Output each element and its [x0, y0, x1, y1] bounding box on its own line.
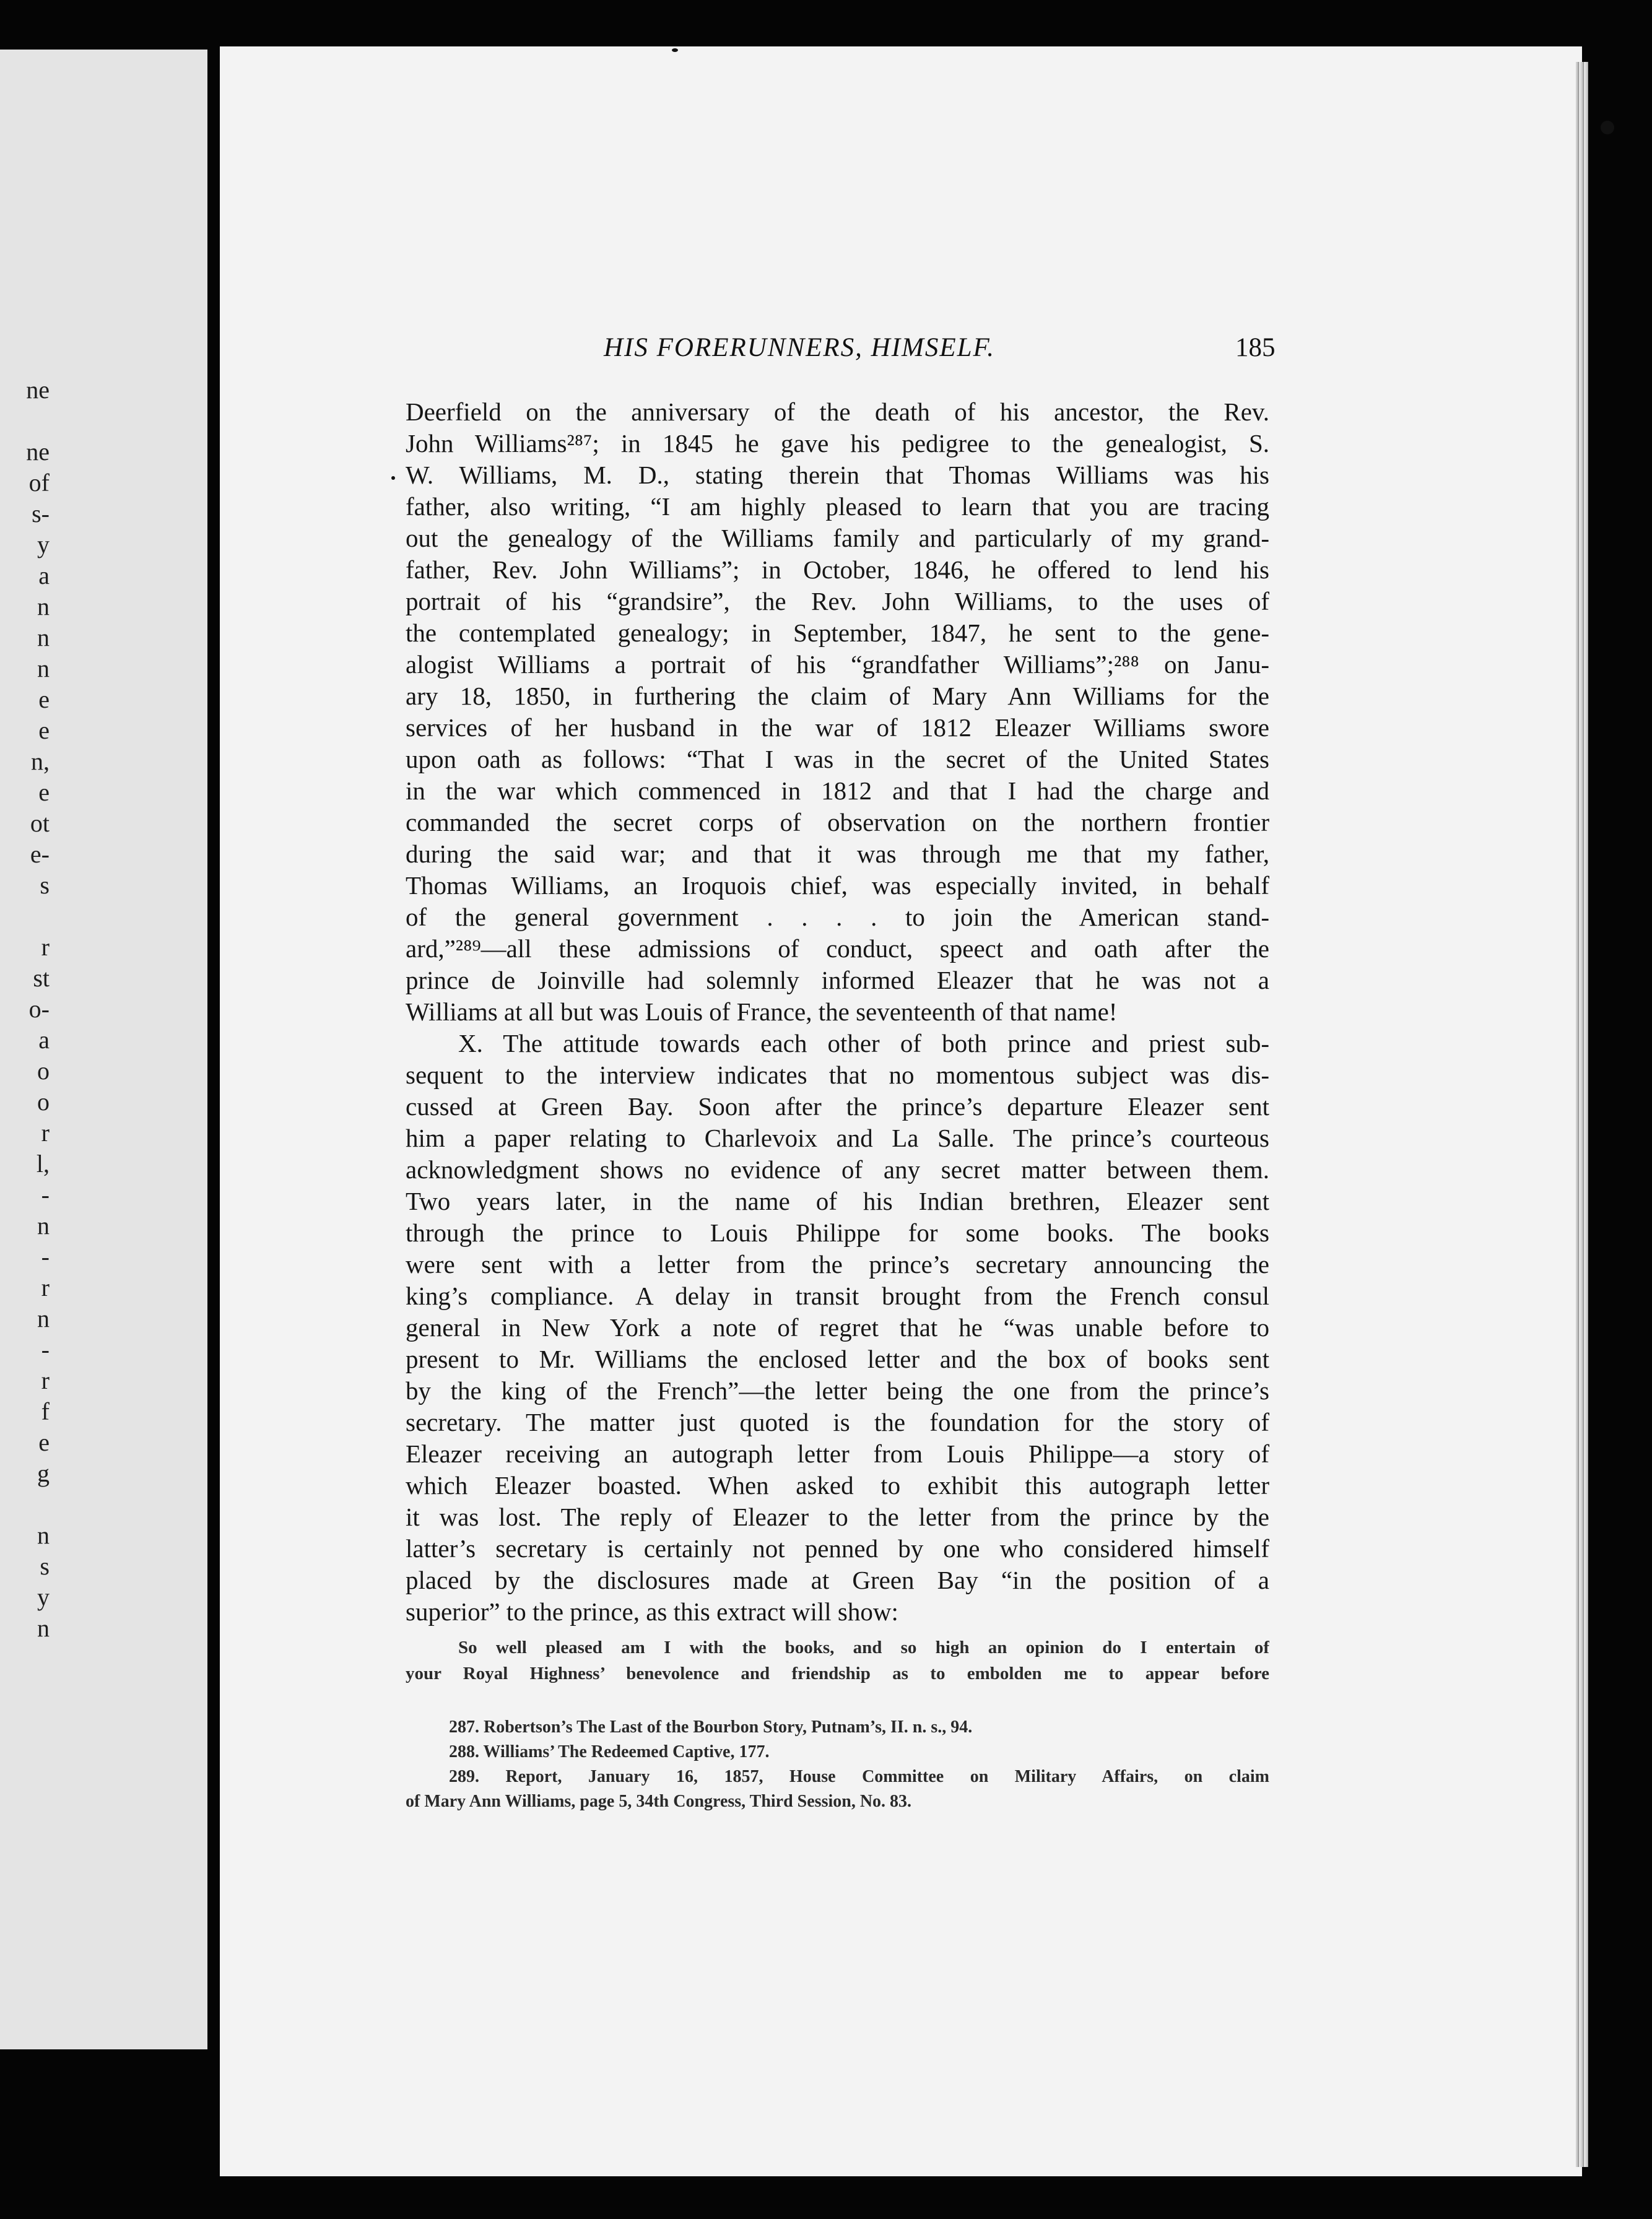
left-page-fragment: r	[41, 933, 50, 961]
text-line: acknowledgment shows no evidence of any secret matter between them.	[406, 1155, 1269, 1184]
left-page-fragment: -	[41, 1335, 50, 1363]
block-quote	[406, 1635, 1269, 1687]
text-line: cussed at Green Bay. Soon after the prince’s departure Eleazer sent	[406, 1092, 1269, 1121]
left-page-fragment: g	[37, 1459, 50, 1487]
running-head: HIS FORERUNNERS, HIMSELF.	[604, 333, 996, 362]
left-page-fragment: of	[28, 469, 50, 497]
text-line: prince de Joinville had solemnly informed Eleazer that he was not a	[406, 966, 1269, 994]
text-line: king’s compliance. A delay in transit brought from the French consul	[406, 1282, 1269, 1310]
text-line: services of her husband in the war of 1812 Eleazer Williams swore	[406, 713, 1269, 742]
text-line: X. The attitude towards each other of both prince and priest sub-	[458, 1029, 1269, 1057]
left-page-fragment: l,	[36, 1150, 50, 1178]
left-page-fragment: f	[41, 1397, 50, 1425]
text-line: Two years later, in the name of his Indian brethren, Eleazer sent	[406, 1187, 1269, 1215]
page-stack-edge	[1576, 62, 1588, 2167]
left-page-fragment: n	[37, 654, 50, 682]
page-speck	[672, 48, 678, 52]
text-line: portrait of his “grandsire”, the Rev. John Williams, to the uses of	[406, 587, 1269, 615]
left-page-fragment: r	[41, 1119, 50, 1147]
quote-line: your Royal Highness’ benevolence and friendship as to embolden me to appear before	[406, 1664, 1269, 1683]
previous-page-edge	[0, 50, 207, 2049]
text-line: secretary. The matter just quoted is the foundation for the story of	[406, 1408, 1269, 1436]
left-page-fragment: ne	[26, 438, 50, 466]
page-speck	[1601, 121, 1614, 134]
text-line: through the prince to Louis Philippe for some books. The books	[406, 1218, 1269, 1247]
left-page-fragment: st	[33, 964, 50, 992]
text-line: general in New York a note of regret that he “was unable before to	[406, 1313, 1269, 1342]
left-page-fragment: s-	[32, 500, 50, 528]
text-line: by the king of the French”—the letter being the one from the prince’s	[406, 1376, 1269, 1405]
text-line: Thomas Williams, an Iroquois chief, was especially invited, in behalf	[406, 871, 1269, 900]
text-line: Deerfield on the anniversary of the death of his ancestor, the Rev.	[406, 397, 1269, 426]
left-page-fragment: ne	[26, 376, 50, 404]
quote-line: So well pleased am I with the books, and so high an opinion do I entertain of	[458, 1638, 1269, 1657]
footnote: 289. Report, January 16, 1857, House Committee on Military Affairs, on claim	[449, 1767, 1269, 1786]
text-line: ard,”²⁸⁹—all these admissions of conduct, speect and oath after the	[406, 934, 1269, 963]
text-line: him a paper relating to Charlevoix and La Salle. The prince’s courteous	[406, 1124, 1269, 1152]
text-line: father, also writing, “I am highly pleased to learn that you are tracing	[406, 492, 1269, 521]
left-page-fragment: r	[41, 1366, 50, 1394]
page-number: 185	[1235, 333, 1276, 362]
text-line: sequent to the interview indicates that no momentous subject was dis-	[406, 1061, 1269, 1089]
text-line: ary 18, 1850, in furthering the claim of Mary Ann Williams for the	[406, 682, 1269, 710]
text-line: it was lost. The reply of Eleazer to the letter from the prince by the	[406, 1503, 1269, 1531]
footnotes	[406, 1715, 1269, 1814]
left-page-fragment: n	[37, 1212, 50, 1240]
text-line: in the war which commenced in 1812 and that I had the charge and	[406, 776, 1269, 805]
body-text	[406, 396, 1269, 1628]
left-page-fragment: s	[40, 871, 50, 899]
left-page-fragment: n,	[31, 747, 50, 775]
left-page-fragment: n	[37, 1521, 50, 1549]
left-page-fragment: e	[38, 685, 50, 713]
footnote: 288. Williams’ The Redeemed Captive, 177.	[449, 1742, 770, 1761]
page-speck	[391, 476, 395, 480]
text-line: during the said war; and that it was through me that my father,	[406, 840, 1269, 868]
text-line: placed by the disclosures made at Green Bay “in the position of a	[406, 1566, 1269, 1594]
text-line: Williams at all but was Louis of France, the seventeenth of that name!	[406, 997, 1118, 1026]
footnote: of Mary Ann Williams, page 5, 34th Congress, Third Session, No. 83.	[406, 1792, 912, 1811]
left-page-fragment: e	[38, 716, 50, 744]
left-page-fragment: e-	[30, 840, 50, 868]
text-line: superior” to the prince, as this extract will show:	[406, 1597, 898, 1626]
text-line: alogist Williams a portrait of his “grandfather Williams”;²⁸⁸ on Janu-	[406, 650, 1269, 679]
left-page-fragment: e	[38, 778, 50, 806]
left-page-fragment: r	[41, 1274, 50, 1301]
left-page-fragment: y	[37, 1583, 50, 1611]
text-line: out the genealogy of the Williams family and particularly of my grand-	[406, 524, 1269, 552]
text-line: commanded the secret corps of observation on the northern frontier	[406, 808, 1269, 836]
left-page-fragment: n	[37, 623, 50, 651]
left-page-fragment: e	[38, 1428, 50, 1456]
text-line: upon oath as follows: “That I was in the secret of the United States	[406, 745, 1269, 773]
left-page-fragment: y	[37, 531, 50, 558]
text-line: which Eleazer boasted. When asked to exhibit this autograph letter	[406, 1471, 1269, 1500]
left-page-fragment: s	[40, 1552, 50, 1580]
text-line: latter’s secretary is certainly not penned by one who considered himself	[406, 1534, 1269, 1563]
text-line: present to Mr. Williams the enclosed letter and the box of books sent	[406, 1345, 1269, 1373]
text-line: the contemplated genealogy; in September, 1847, he sent to the gene-	[406, 619, 1269, 647]
left-page-fragment: a	[38, 562, 50, 589]
text-line: father, Rev. John Williams”; in October, 1846, he offered to lend his	[406, 555, 1269, 584]
left-page-fragment: -	[41, 1181, 50, 1209]
text-line: Eleazer receiving an autograph letter from Louis Philippe—a story of	[406, 1440, 1269, 1468]
left-page-fragment: o-	[28, 995, 50, 1023]
left-page-fragment: o	[37, 1088, 50, 1116]
left-page-fragment: a	[38, 1026, 50, 1054]
text-line: John Williams²⁸⁷; in 1845 he gave his pedigree to the genealogist, S.	[406, 429, 1269, 458]
footnote: 287. Robertson’s The Last of the Bourbon Story, Putnam’s, II. n. s., 94.	[449, 1717, 973, 1737]
text-line: of the general government . . . . to join the American stand-	[406, 903, 1269, 931]
left-page-fragment: n	[37, 1614, 50, 1642]
left-page-fragment: o	[37, 1057, 50, 1085]
left-page-fragment: n	[37, 593, 50, 620]
left-page-fragment: ot	[30, 809, 50, 837]
text-line: W. Williams, M. D., stating therein that Thomas Williams was his	[406, 461, 1269, 489]
left-page-fragment: -	[41, 1243, 50, 1270]
text-line: were sent with a letter from the prince’s secretary announcing the	[406, 1250, 1269, 1279]
left-page-fragment: n	[37, 1305, 50, 1332]
